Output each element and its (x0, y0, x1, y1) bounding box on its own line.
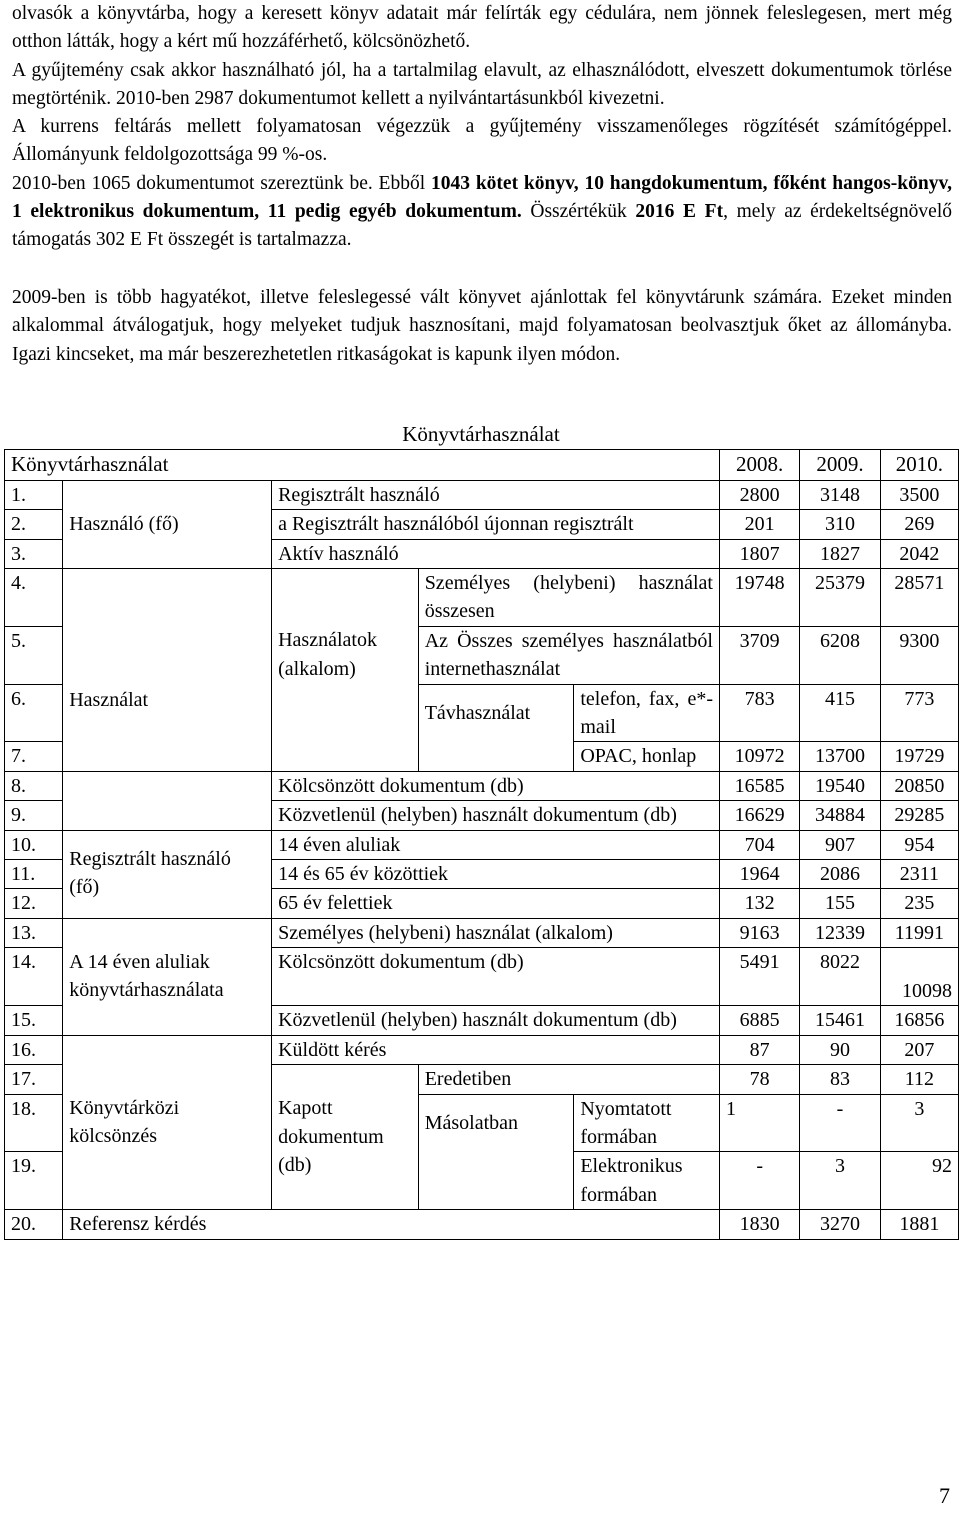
cell-2010: 3500 (880, 480, 958, 509)
cell-2010: 954 (880, 830, 958, 859)
cell-2009: 25379 (800, 568, 880, 626)
cell-2009: 155 (800, 889, 880, 918)
group-label: Használó (fő) (63, 480, 272, 568)
row-label: OPAC, honlap (574, 742, 720, 771)
cell-2008: 1 (719, 1094, 799, 1152)
row-number: 9. (5, 801, 63, 830)
cell-2009: 83 (800, 1065, 880, 1094)
row-label: Eredetiben (418, 1065, 719, 1094)
page-number: 7 (939, 1483, 950, 1508)
row-number: 10. (5, 830, 63, 859)
table-row (5, 918, 959, 947)
row-number: 16. (5, 1035, 63, 1064)
table-title: Könyvtárhasználat (402, 422, 560, 446)
cell-2010: 16856 (880, 1006, 958, 1035)
cell-2009: 907 (800, 830, 880, 859)
paragraph-4-a: 2010-ben 1065 dokumentumot szereztünk be. Ebből (12, 172, 431, 194)
group-label: Regisztrált használó (fő) (63, 830, 272, 918)
row-label: 14 éven aluliak (272, 830, 720, 859)
table-row (5, 830, 959, 859)
row-number: 1. (5, 480, 63, 509)
row-label: Elektronikus formában (574, 1152, 720, 1210)
group-label: Távhasználat (418, 684, 574, 771)
cell-2010: 773 (880, 684, 958, 742)
row-number: 8. (5, 771, 63, 800)
cell-2009: 6208 (800, 626, 880, 684)
cell-2008: 783 (719, 684, 799, 742)
table-row (5, 1035, 959, 1064)
paragraph-4-b: 1043 kötet könyv, 10 hangdokumentum, főként hangos-könyv, 1 elektronikus dokumentum, 11 pedig egyéb dokumentum. (12, 172, 952, 222)
cell-2008: 10972 (719, 742, 799, 771)
paragraph-block (12, 0, 952, 254)
cell-2008: 19748 (719, 568, 799, 626)
cell-2008: 2800 (719, 480, 799, 509)
row-label: Közvetlenül (helyben) használt dokumentum (db) (272, 801, 720, 830)
cell-2010: 11991 (880, 918, 958, 947)
paragraph-4-c: Összértékük (521, 200, 636, 222)
cell-2010: 29285 (880, 801, 958, 830)
cell-2010: 3 (880, 1094, 958, 1152)
paragraph-1: olvasók a könyvtárba, hogy a keresett könyv adatait már felírták egy cédulára, nem jönnek feleslegesen, mert még otthon látták, hogy a kért mű hozzáférhető, kölcsönözhető. (12, 3, 952, 53)
cell-2008: 16585 (719, 771, 799, 800)
group-label: Kapott dokumentum (db) (272, 1065, 419, 1210)
row-label: Nyomtatott formában (574, 1094, 720, 1152)
header-year-2008: 2008. (719, 450, 799, 481)
group-spacer (63, 771, 272, 830)
row-label: Kölcsönzött dokumentum (db) (272, 771, 720, 800)
group-label: A 14 éven aluliak könyvtárhasználata (63, 918, 272, 1035)
row-number: 19. (5, 1152, 63, 1210)
table-row (5, 480, 959, 509)
cell-2010: 20850 (880, 771, 958, 800)
cell-2010: 10098 (880, 948, 958, 1006)
cell-2009: 90 (800, 1035, 880, 1064)
cell-2009: 3 (800, 1152, 880, 1210)
group-label: Másolatban (418, 1094, 574, 1210)
paragraph-block-2 (12, 284, 952, 369)
cell-2008: 201 (719, 510, 799, 539)
paragraph-4 (12, 170, 952, 255)
cell-2008: 6885 (719, 1006, 799, 1035)
paragraph-5: 2009-ben is több hagyatékot, illetve feleslegessé vált könyvet ajánlottak fel könyvtárunk számára. Ezeket minden alkalommal átválogatjuk, hogy melyeket tudjuk hasznosítani, majd folyamatosan beolvasztjuk őket az állományba. Igazi kincseket, ma már beszerezhetetlen ritkaságokat is kapunk ilyen módon. (12, 287, 952, 365)
cell-2009: 19540 (800, 771, 880, 800)
table-header-row (5, 450, 959, 481)
cell-2008: 704 (719, 830, 799, 859)
cell-2010: 92 (880, 1152, 958, 1210)
row-number: 4. (5, 568, 63, 626)
row-number: 17. (5, 1065, 63, 1094)
cell-2010: 235 (880, 889, 958, 918)
cell-2008: 3709 (719, 626, 799, 684)
table-row (5, 771, 959, 800)
row-number: 12. (5, 889, 63, 918)
row-number: 14. (5, 948, 63, 1006)
cell-2009: 13700 (800, 742, 880, 771)
library-usage-table (4, 449, 959, 1240)
row-label: Kölcsönzött dokumentum (db) (272, 948, 720, 1006)
cell-2009: 310 (800, 510, 880, 539)
paragraph-4-d: 2016 E Ft (635, 200, 724, 222)
row-label: Küldött kérés (272, 1035, 720, 1064)
row-label: Referensz kérdés (63, 1210, 720, 1239)
cell-2010: 207 (880, 1035, 958, 1064)
group-label: Használat (63, 568, 272, 771)
cell-2010: 2311 (880, 859, 958, 888)
header-year-2010: 2010. (880, 450, 958, 481)
row-number: 7. (5, 742, 63, 771)
cell-2010: 112 (880, 1065, 958, 1094)
cell-2010: 1881 (880, 1210, 958, 1239)
row-number: 18. (5, 1094, 63, 1152)
cell-2010: 2042 (880, 539, 958, 568)
cell-2010: 28571 (880, 568, 958, 626)
row-label: Az Összes személyes használatból internethasználat (418, 626, 719, 684)
row-number: 15. (5, 1006, 63, 1035)
cell-2008: 78 (719, 1065, 799, 1094)
cell-2008: 1830 (719, 1210, 799, 1239)
cell-2008: 9163 (719, 918, 799, 947)
cell-2008: 132 (719, 889, 799, 918)
row-label: 14 és 65 év közöttiek (272, 859, 720, 888)
cell-2008: 87 (719, 1035, 799, 1064)
row-number: 6. (5, 684, 63, 742)
cell-2010: 19729 (880, 742, 958, 771)
table-row (5, 1210, 959, 1239)
header-year-2009: 2009. (800, 450, 880, 481)
cell-2008: 1964 (719, 859, 799, 888)
header-label: Könyvtárhasználat (5, 450, 720, 481)
paragraph-3: A kurrens feltárás mellett folyamatosan végezzük a gyűjtemény visszamenőleges rögzítését számítógéppel. Állományunk feldolgozottsága 99 %-os. (12, 116, 952, 166)
row-label: Személyes (helybeni) használat összesen (418, 568, 719, 626)
group-label: Könyvtárközi kölcsönzés (63, 1035, 272, 1209)
cell-2009: 8022 (800, 948, 880, 1006)
cell-2010: 269 (880, 510, 958, 539)
cell-2009: 34884 (800, 801, 880, 830)
row-label: telefon, fax, e*-mail (574, 684, 720, 742)
paragraph-2: A gyűjtemény csak akkor használható jól, ha a tartalmilag elavult, az elhasználódott, elveszett dokumentumok törlése megtörténik. 2010-ben 2987 dokumentumot kellett a nyilvántartásunkból kivezetni. (12, 59, 952, 109)
row-label: Aktív használó (272, 539, 720, 568)
row-label: 65 év felettiek (272, 889, 720, 918)
cell-2008: - (719, 1152, 799, 1210)
cell-2008: 1807 (719, 539, 799, 568)
row-number: 11. (5, 859, 63, 888)
cell-2009: 2086 (800, 859, 880, 888)
cell-2009: - (800, 1094, 880, 1152)
row-number: 13. (5, 918, 63, 947)
cell-2009: 3148 (800, 480, 880, 509)
cell-2009: 415 (800, 684, 880, 742)
group-label: Használatok (alkalom) (272, 568, 419, 771)
cell-2010: 9300 (880, 626, 958, 684)
paragraph-4-e: , mely az érdekeltségnövelő támogatás 302 E Ft összegét is tartalmazza. (12, 200, 952, 251)
cell-2008: 5491 (719, 948, 799, 1006)
cell-2009: 12339 (800, 918, 880, 947)
row-label: Regisztrált használó (272, 480, 720, 509)
row-number: 20. (5, 1210, 63, 1239)
row-label: Közvetlenül (helyben) használt dokumentum (db) (272, 1006, 720, 1035)
row-number: 3. (5, 539, 63, 568)
row-label: Személyes (helybeni) használat (alkalom) (272, 918, 720, 947)
row-number: 2. (5, 510, 63, 539)
cell-2009: 15461 (800, 1006, 880, 1035)
table-row (5, 568, 959, 626)
cell-2009: 3270 (800, 1210, 880, 1239)
row-label: a Regisztrált használóból újonnan regisztrált (272, 510, 720, 539)
row-number: 5. (5, 626, 63, 684)
cell-2009: 1827 (800, 539, 880, 568)
cell-2008: 16629 (719, 801, 799, 830)
